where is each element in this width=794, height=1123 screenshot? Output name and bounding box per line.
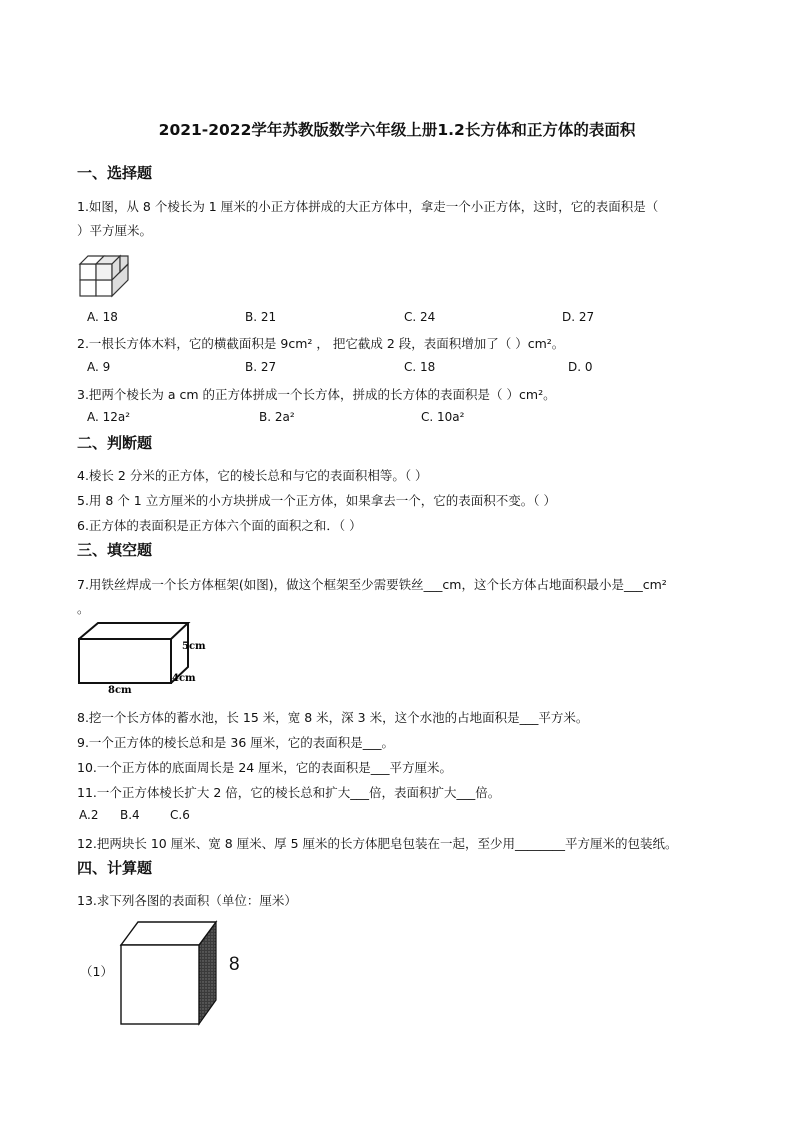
q2-option-b[interactable]: B. 27 <box>245 360 277 374</box>
q11-option-c[interactable]: C.6 <box>170 808 190 822</box>
cube-stack-figure <box>78 252 132 298</box>
q11-option-b[interactable]: B.4 <box>120 808 140 822</box>
q1-option-d[interactable]: D. 27 <box>562 310 595 324</box>
question-3: 3.把两个棱长为 a cm 的正方体拼成一个长方体，拼成的长方体的表面积是（ ）cm²。 <box>77 387 556 402</box>
page-title: 2021-2022学年苏教版数学六年级上册1.2长方体和正方体的表面积 <box>158 121 636 139</box>
question-1-line-2: ）平方厘米。 <box>77 223 153 238</box>
question-9: 9.一个正方体的棱长总和是 36 厘米，它的表面积是___。 <box>77 735 395 750</box>
section-heading-judge: 二、判断题 <box>77 434 153 452</box>
cube-figure <box>115 918 225 1028</box>
question-7-line-1: 7.用铁丝焊成一个长方体框架(如图)，做这个框架至少需要铁丝___cm，这个长方体占地面积最小是___cm² <box>77 577 667 592</box>
question-1-line-1: 1.如图，从 8 个棱长为 1 厘米的小正方体拼成的大正方体中，拿走一个小正方体，这时，它的表面积是（ <box>77 199 659 214</box>
question-11: 11.一个正方体棱长扩大 2 倍，它的棱长总和扩大___倍，表面积扩大___倍。 <box>77 785 501 800</box>
section-heading-calc: 四、计算题 <box>77 859 153 877</box>
question-2: 2.一根长方体木料，它的横截面积是 9cm² ， 把它截成 2 段，表面积增加了（ ）cm²。 <box>77 336 565 351</box>
q3-option-b[interactable]: B. 2a² <box>259 410 295 424</box>
question-13: 13.求下列各图的表面积（单位：厘米） <box>77 893 297 908</box>
q13-item-1-label: （1） <box>80 964 113 979</box>
section-heading-fill: 三、填空题 <box>77 541 153 559</box>
cuboid-frame-figure <box>76 619 212 697</box>
q1-option-b[interactable]: B. 21 <box>245 310 277 324</box>
question-8: 8.挖一个长方体的蓄水池，长 15 米，宽 8 米，深 3 米，这个水池的占地面积是___平方米。 <box>77 710 589 725</box>
question-5: 5.用 8 个 1 立方厘米的小方块拼成一个正方体，如果拿去一个，它的表面积不变。（ ） <box>77 493 556 508</box>
q2-option-c[interactable]: C. 18 <box>404 360 436 374</box>
q3-option-c[interactable]: C. 10a² <box>421 410 465 424</box>
q2-option-d[interactable]: D. 0 <box>568 360 593 374</box>
question-6: 6.正方体的表面积是正方体六个面的面积之和．（ ） <box>77 518 362 533</box>
question-4: 4.棱长 2 分米的正方体，它的棱长总和与它的表面积相等。（ ） <box>77 468 428 483</box>
q2-option-a[interactable]: A. 9 <box>87 360 111 374</box>
q1-option-a[interactable]: A. 18 <box>87 310 118 324</box>
cube-edge-label: 8 <box>229 954 240 975</box>
fig-height-label: 5cm <box>182 641 206 652</box>
q3-option-a[interactable]: A. 12a² <box>87 410 131 424</box>
question-10: 10.一个正方体的底面周长是 24 厘米，它的表面积是___平方厘米。 <box>77 760 452 775</box>
fig-length-label: 8cm <box>108 685 132 696</box>
section-heading-choice: 一、选择题 <box>77 164 153 182</box>
question-12: 12.把两块长 10 厘米、宽 8 厘米、厚 5 厘米的长方体肥皂包装在一起，至少用________平方厘米的包装纸。 <box>77 836 678 851</box>
fig-width-label: 4cm <box>172 673 196 684</box>
q11-option-a[interactable]: A.2 <box>79 808 99 822</box>
q1-option-c[interactable]: C. 24 <box>404 310 436 324</box>
question-7-line-2: 。 <box>77 601 90 616</box>
